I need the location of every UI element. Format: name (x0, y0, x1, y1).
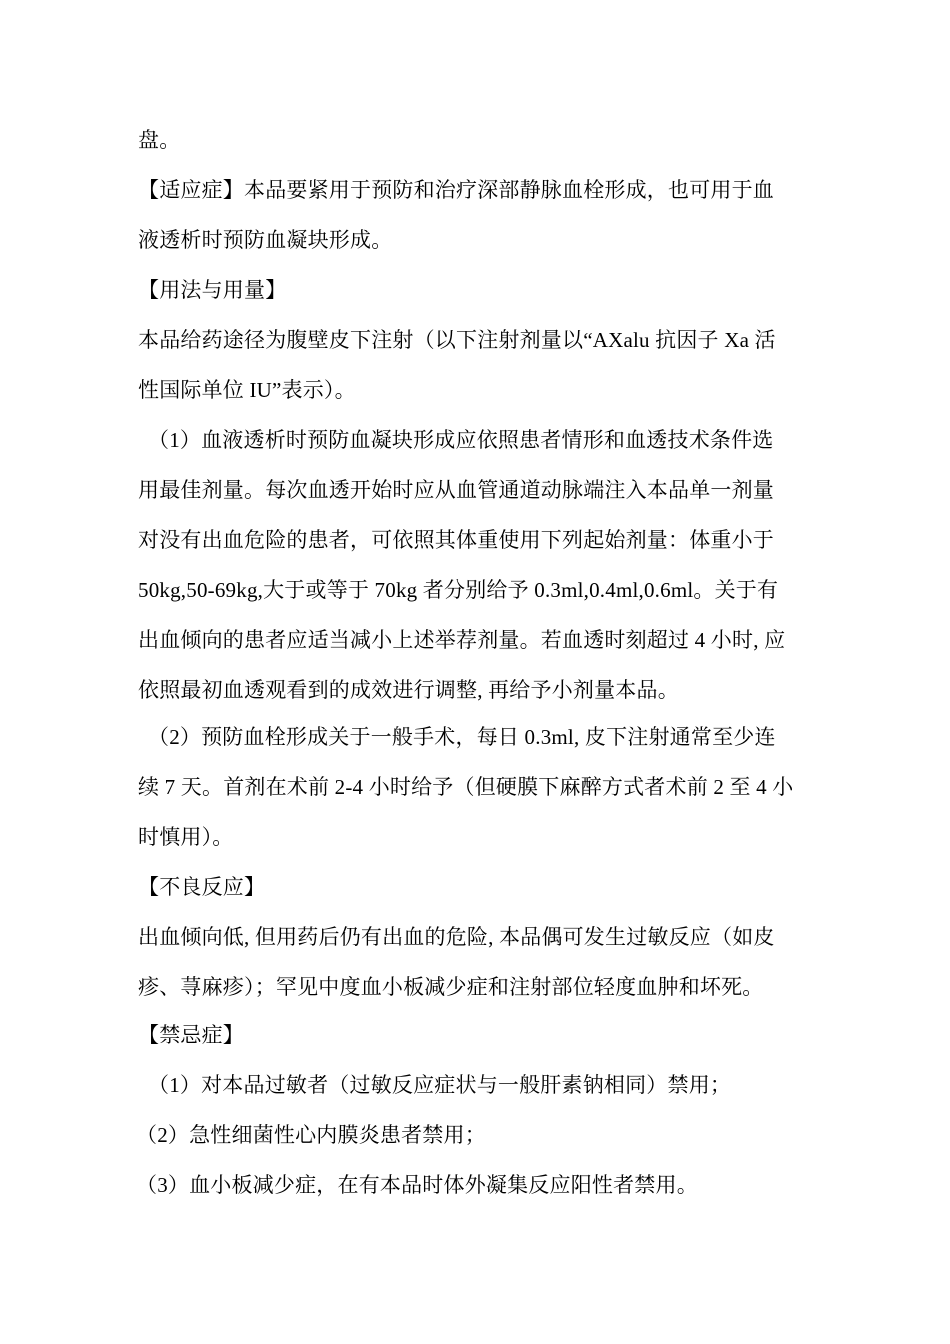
text-line: （1）血液透析时预防血凝块形成应依照患者情形和血透技术条件选 (148, 428, 774, 452)
text-line: 时慎用）。 (138, 825, 234, 849)
text-line: 50kg,50-69kg,大于或等于 70kg 者分别给予 0.3ml,0.4ml,0.6ml。关于有 (138, 578, 779, 602)
text-line: （2）预防血栓形成关于一般手术，每日 0.3ml, 皮下注射通常至少连 (148, 725, 776, 749)
section-heading-adverse-reactions: 【不良反应】 (138, 875, 266, 899)
text-line: 性国际单位 IU”表示）。 (138, 378, 356, 402)
text-line: 本品给药途径为腹壁皮下注射（以下注射剂量以“AXalu 抗因子 Xa 活 (138, 328, 776, 352)
list-item: （2）急性细菌性心内膜炎患者禁用； (136, 1123, 486, 1147)
text-line: 依照最初血透观看到的成效进行调整, 再给予小剂量本品。 (138, 678, 679, 702)
section-heading-dosage: 【用法与用量】 (138, 278, 287, 302)
text-line: 对没有出血危险的患者，可依照其体重使用下列起始剂量：体重小于 (138, 528, 774, 552)
section-heading-indications: 【适应症】本品要紧用于预防和治疗深部静脉血栓形成，也可用于血 (138, 178, 774, 202)
section-heading-contraindications: 【禁忌症】 (138, 1023, 244, 1047)
text-line: 用最佳剂量。每次血透开始时应从血管通道动脉端注入本品单一剂量 (138, 478, 774, 502)
text-line: 疹、荨麻疹）；罕见中度血小板减少症和注射部位轻度血肿和坏死。 (138, 975, 764, 999)
list-item: （3）血小板减少症，在有本品时体外凝集反应阳性者禁用。 (136, 1173, 698, 1197)
text-line: 出血倾向的患者应适当减小上述举荐剂量。若血透时刻超过 4 小时, 应 (138, 628, 786, 652)
text-line: 盘。 (138, 128, 181, 152)
text-line: 液透析时预防血凝块形成。 (138, 228, 393, 252)
text-line: 出血倾向低, 但用药后仍有出血的危险, 本品偶可发生过敏反应（如皮 (138, 925, 775, 949)
text-line: 续 7 天。首剂在术前 2-4 小时给予（但硬膜下麻醉方式者术前 2 至 4 小 (138, 775, 794, 799)
list-item: （1）对本品过敏者（过敏反应症状与一般肝素钠相同）禁用； (148, 1073, 732, 1097)
